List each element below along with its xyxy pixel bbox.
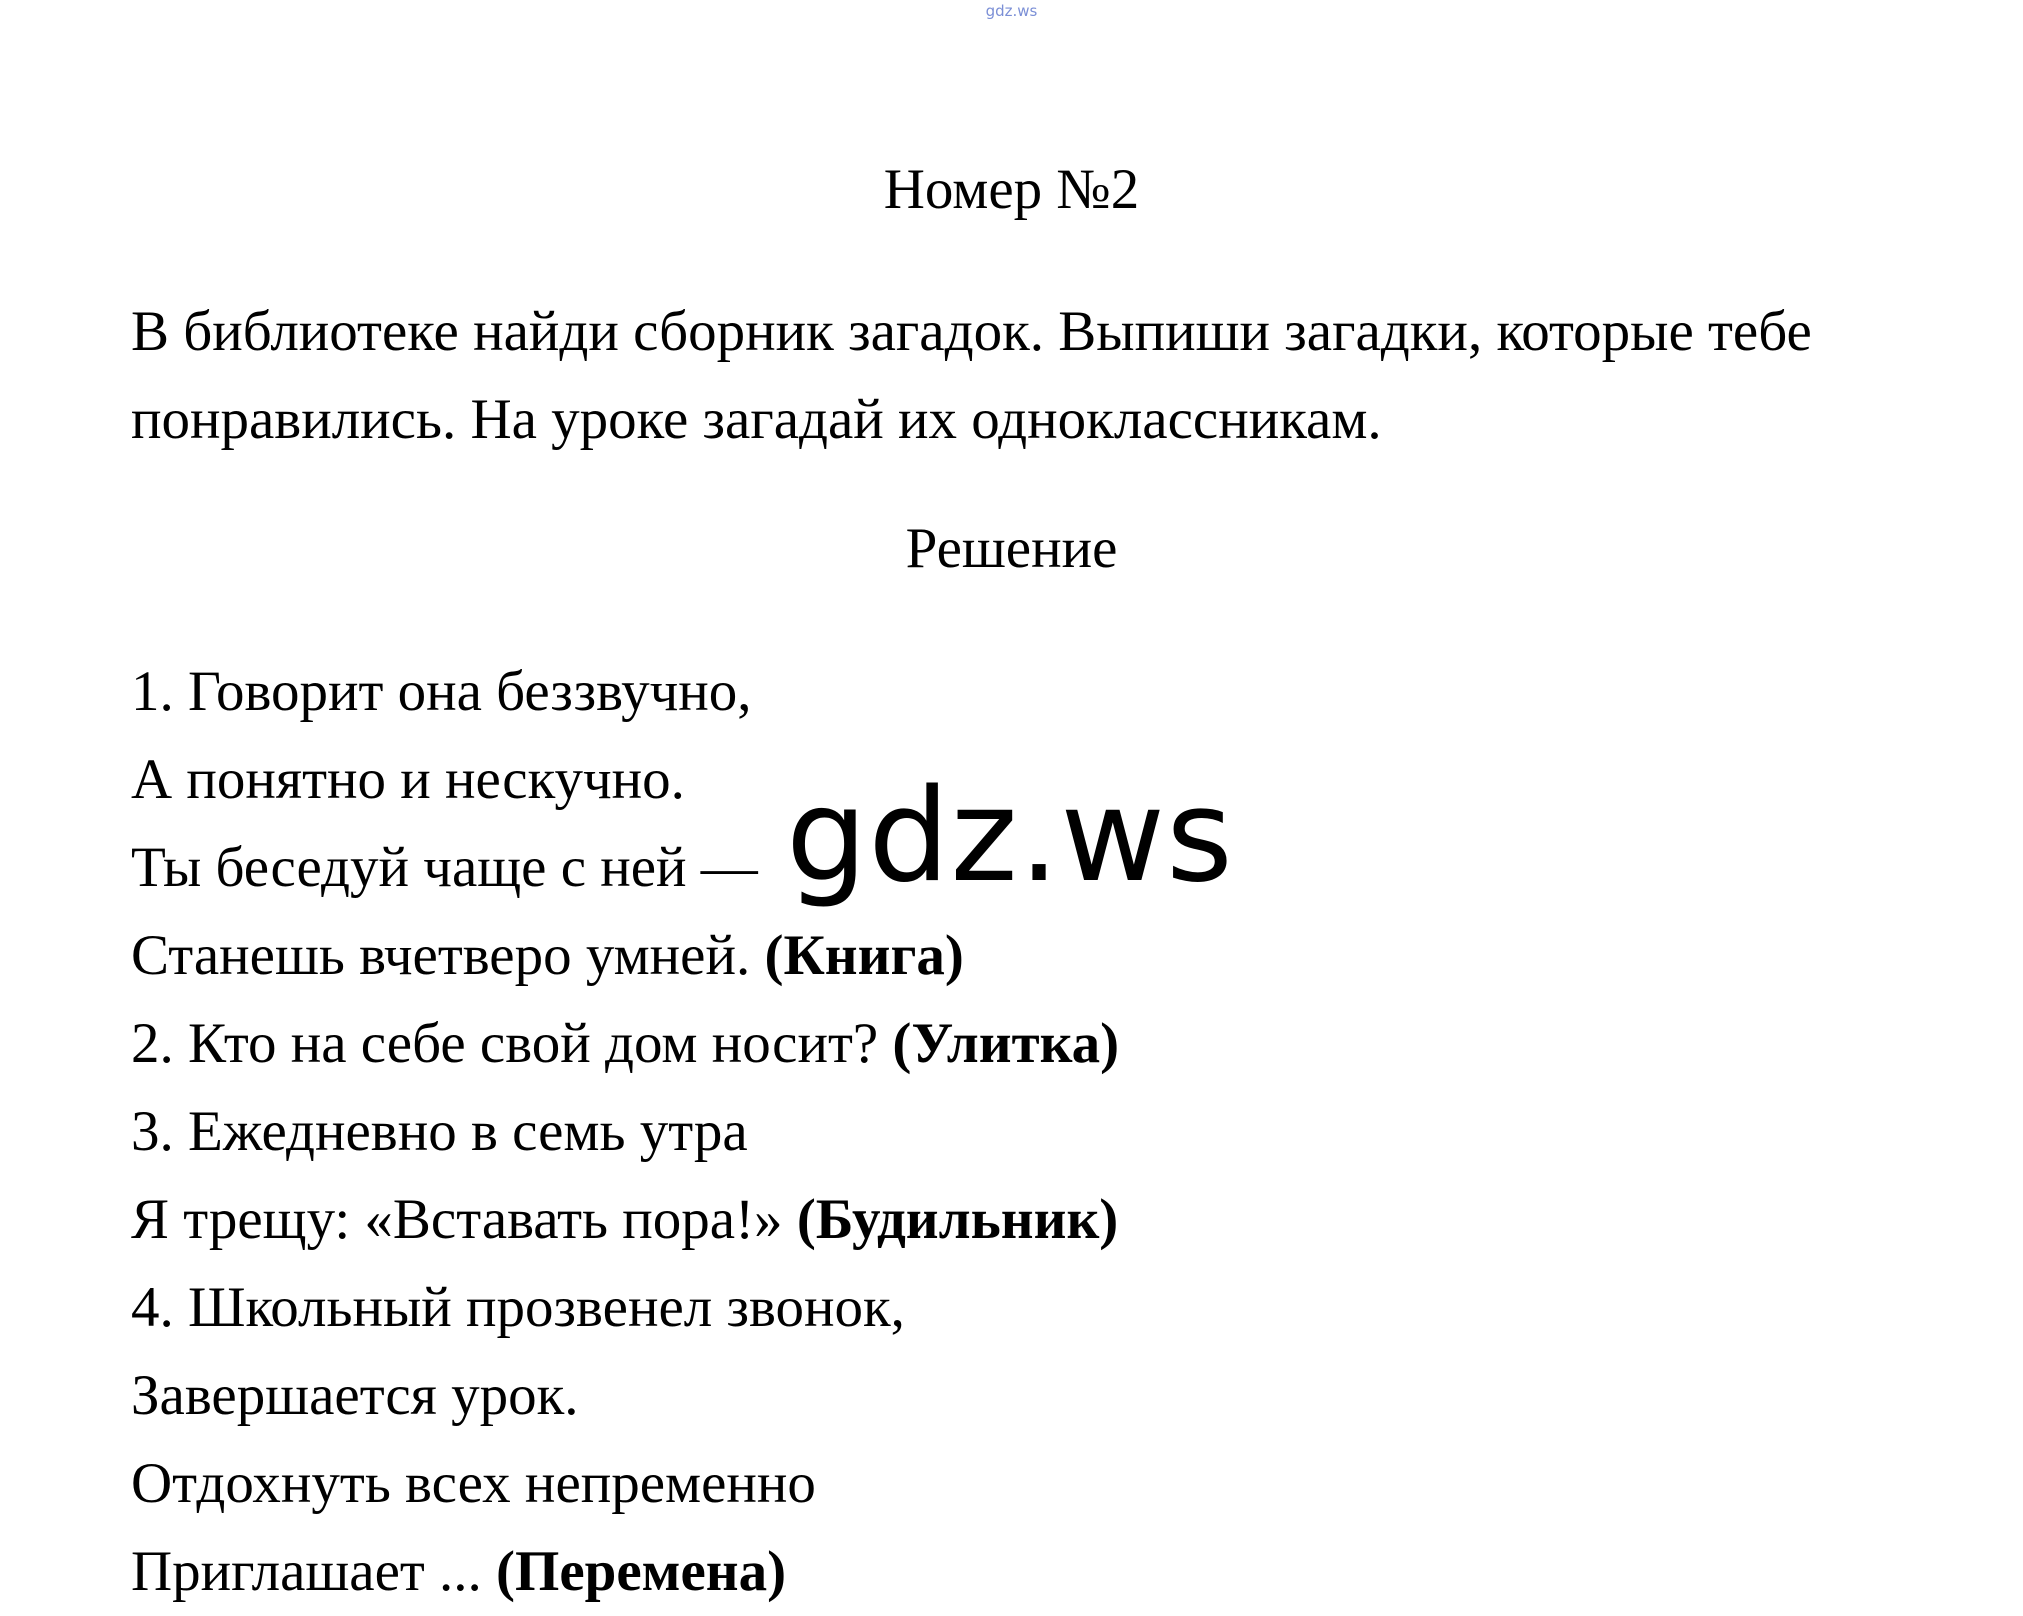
riddle-line	[131, 1264, 1931, 1352]
task-text	[131, 288, 1951, 464]
riddle-answer: (Перемена)	[496, 1540, 787, 1603]
riddle-text: Отдохнуть всех непременно	[131, 1452, 816, 1515]
riddle-answer: (Улитка)	[892, 1012, 1120, 1075]
riddle-text: Ты беседуй чаще с ней —	[131, 836, 758, 899]
riddle-line	[131, 1440, 1931, 1528]
site-mark: gdz.ws	[985, 2, 1038, 20]
watermark-logo: gdz.ws	[786, 762, 1234, 911]
riddle-answer: (Книга)	[764, 924, 964, 987]
task-line: В библиотеке найди сборник загадок. Выпиши загадки, которые тебе	[131, 300, 1812, 363]
riddle-line	[131, 648, 1931, 736]
riddle-text: Я трещу: «Вставать пора!»	[131, 1188, 797, 1251]
riddle-text: А понятно и нескучно.	[131, 748, 685, 811]
riddle-text: Приглашает ...	[131, 1540, 497, 1603]
solution-heading: Решение	[905, 517, 1118, 580]
riddle-text: 2. Кто на себе свой дом носит?	[131, 1012, 893, 1075]
exercise-title: Номер №2	[883, 158, 1140, 221]
riddle-text: 1. Говорит она беззвучно,	[131, 660, 752, 723]
riddle-text: Станешь вчетверо умней.	[131, 924, 765, 987]
riddle-answer: (Будильник)	[796, 1188, 1119, 1251]
riddle-line	[131, 1088, 1931, 1176]
riddle-line	[131, 1176, 1931, 1264]
riddle-line	[131, 1352, 1931, 1440]
riddle-line	[131, 912, 1931, 1000]
riddle-text: 4. Школьный прозвенел звонок,	[131, 1276, 905, 1339]
riddle-line	[131, 1000, 1931, 1088]
task-line: понравились. На уроке загадай их одноклассникам.	[131, 388, 1382, 451]
riddle-line	[131, 1528, 1931, 1616]
riddle-text: Завершается урок.	[131, 1364, 579, 1427]
riddle-text: 3. Ежедневно в семь утра	[131, 1100, 748, 1163]
